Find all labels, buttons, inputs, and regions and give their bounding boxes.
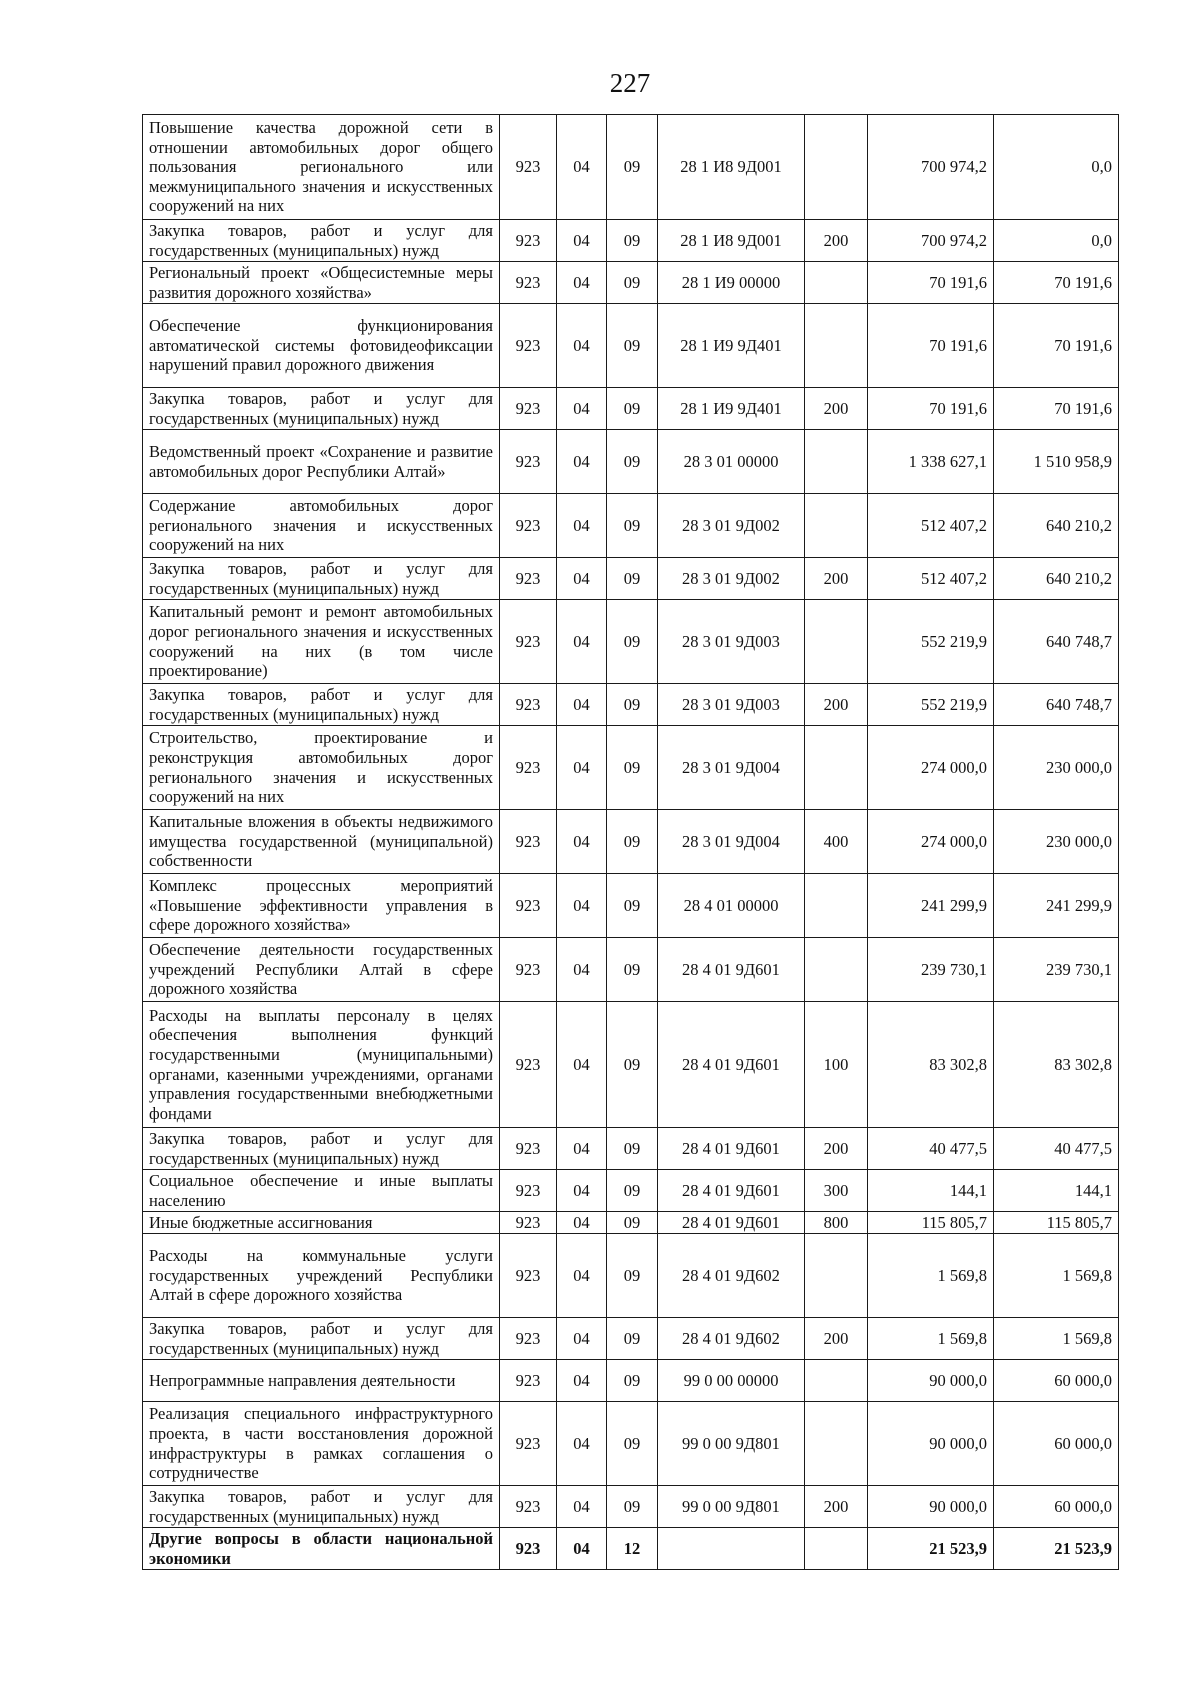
row-name: Обеспечение деятельности государственных учреждений Республики Алтай в сфере дорожного хозяйства [143,938,500,1002]
section-cell: 04 [557,1002,607,1128]
amount-1-cell: 90 000,0 [868,1402,994,1486]
expense-type-cell: 200 [805,684,868,726]
table-row [143,388,1119,430]
amount-1-cell: 83 302,8 [868,1002,994,1128]
section-cell: 04 [557,1360,607,1402]
expense-type-cell [805,874,868,938]
target-article-cell: 28 3 01 9Д003 [658,600,805,684]
target-article-cell: 28 3 01 9Д004 [658,726,805,810]
table-row [143,1128,1119,1170]
subsection-cell: 09 [607,1002,658,1128]
expense-type-cell: 100 [805,1002,868,1128]
expense-type-cell [805,430,868,494]
grbs-cell: 923 [500,558,557,600]
amount-1-cell: 1 569,8 [868,1318,994,1360]
grbs-cell: 923 [500,1318,557,1360]
amount-1-cell: 512 407,2 [868,494,994,558]
grbs-cell: 923 [500,220,557,262]
grbs-cell: 923 [500,115,557,220]
section-cell: 04 [557,1528,607,1570]
expense-type-cell: 200 [805,1128,868,1170]
amount-1-cell: 90 000,0 [868,1486,994,1528]
amount-1-cell: 115 805,7 [868,1212,994,1234]
amount-2-cell: 640 210,2 [994,494,1119,558]
target-article-cell: 28 4 01 9Д601 [658,1212,805,1234]
section-cell: 04 [557,1486,607,1528]
subsection-cell: 09 [607,1402,658,1486]
table-row [143,874,1119,938]
grbs-cell: 923 [500,1212,557,1234]
amount-2-cell: 1 569,8 [994,1318,1119,1360]
row-name: Непрограммные направления деятельности [143,1360,500,1402]
expense-type-cell: 400 [805,810,868,874]
section-cell: 04 [557,115,607,220]
table-row [143,1486,1119,1528]
target-article-cell: 28 4 01 9Д601 [658,1002,805,1128]
amount-2-cell: 60 000,0 [994,1486,1119,1528]
grbs-cell: 923 [500,388,557,430]
expense-type-cell: 800 [805,1212,868,1234]
amount-1-cell: 144,1 [868,1170,994,1212]
amount-2-cell: 83 302,8 [994,1002,1119,1128]
row-name: Закупка товаров, работ и услуг для государственных (муниципальных) нужд [143,1318,500,1360]
table-row [143,600,1119,684]
table-row [143,262,1119,304]
grbs-cell: 923 [500,1170,557,1212]
grbs-cell: 923 [500,1002,557,1128]
table-row [143,558,1119,600]
amount-2-cell: 640 748,7 [994,684,1119,726]
subsection-cell: 09 [607,388,658,430]
subsection-cell: 09 [607,726,658,810]
subsection-cell: 09 [607,1486,658,1528]
section-cell: 04 [557,874,607,938]
expense-type-cell [805,304,868,388]
subsection-cell: 09 [607,684,658,726]
grbs-cell: 923 [500,1486,557,1528]
expense-type-cell [805,600,868,684]
expense-type-cell [805,1402,868,1486]
table-row [143,304,1119,388]
subsection-cell: 09 [607,1128,658,1170]
amount-2-cell: 0,0 [994,115,1119,220]
subsection-cell: 09 [607,810,658,874]
amount-1-cell: 21 523,9 [868,1528,994,1570]
target-article-cell: 28 4 01 9Д602 [658,1318,805,1360]
budget-table [142,114,1119,1570]
target-article-cell: 28 1 И9 9Д401 [658,304,805,388]
target-article-cell: 99 0 00 9Д801 [658,1402,805,1486]
row-name: Строительство, проектирование и реконструкция автомобильных дорог регионального значения и искусственных сооружений на них [143,726,500,810]
section-cell: 04 [557,938,607,1002]
expense-type-cell: 300 [805,1170,868,1212]
table-row [143,726,1119,810]
target-article-cell: 99 0 00 9Д801 [658,1486,805,1528]
section-cell: 04 [557,494,607,558]
amount-1-cell: 241 299,9 [868,874,994,938]
amount-2-cell: 0,0 [994,220,1119,262]
expense-type-cell [805,938,868,1002]
grbs-cell: 923 [500,938,557,1002]
amount-2-cell: 241 299,9 [994,874,1119,938]
row-name: Капитальные вложения в объекты недвижимого имущества государственной (муниципальной) собственности [143,810,500,874]
table-row [143,494,1119,558]
row-name: Иные бюджетные ассигнования [143,1212,500,1234]
expense-type-cell: 200 [805,1486,868,1528]
subsection-cell: 09 [607,304,658,388]
amount-1-cell: 239 730,1 [868,938,994,1002]
section-cell: 04 [557,810,607,874]
grbs-cell: 923 [500,684,557,726]
row-name: Закупка товаров, работ и услуг для государственных (муниципальных) нужд [143,1486,500,1528]
amount-2-cell: 40 477,5 [994,1128,1119,1170]
amount-1-cell: 700 974,2 [868,220,994,262]
section-cell: 04 [557,1212,607,1234]
table-row [143,1212,1119,1234]
grbs-cell: 923 [500,600,557,684]
table-row [143,1318,1119,1360]
amount-1-cell: 90 000,0 [868,1360,994,1402]
row-name: Закупка товаров, работ и услуг для государственных (муниципальных) нужд [143,684,500,726]
section-cell: 04 [557,1318,607,1360]
row-name: Ведомственный проект «Сохранение и развитие автомобильных дорог Республики Алтай» [143,430,500,494]
grbs-cell: 923 [500,262,557,304]
grbs-cell: 923 [500,874,557,938]
expense-type-cell: 200 [805,1318,868,1360]
amount-2-cell: 70 191,6 [994,304,1119,388]
subsection-cell: 09 [607,1360,658,1402]
section-cell: 04 [557,388,607,430]
grbs-cell: 923 [500,1360,557,1402]
section-cell: 04 [557,684,607,726]
expense-type-cell: 200 [805,220,868,262]
target-article-cell: 28 3 01 9Д004 [658,810,805,874]
table-row [143,1234,1119,1318]
amount-2-cell: 640 748,7 [994,600,1119,684]
target-article-cell: 28 4 01 9Д601 [658,1170,805,1212]
expense-type-cell [805,262,868,304]
amount-1-cell: 70 191,6 [868,388,994,430]
subsection-cell: 09 [607,1234,658,1318]
target-article-cell: 28 1 И8 9Д001 [658,220,805,262]
amount-1-cell: 40 477,5 [868,1128,994,1170]
amount-2-cell: 144,1 [994,1170,1119,1212]
amount-2-cell: 60 000,0 [994,1360,1119,1402]
row-name: Закупка товаров, работ и услуг для государственных (муниципальных) нужд [143,1128,500,1170]
page-number: 227 [609,68,651,98]
section-cell: 04 [557,430,607,494]
subsection-cell: 09 [607,220,658,262]
target-article-cell: 28 4 01 9Д602 [658,1234,805,1318]
subsection-cell: 09 [607,494,658,558]
row-name: Комплекс процессных мероприятий «Повышение эффективности управления в сфере дорожного хозяйства» [143,874,500,938]
table-row [143,115,1119,220]
amount-2-cell: 640 210,2 [994,558,1119,600]
section-cell: 04 [557,262,607,304]
amount-2-cell: 70 191,6 [994,262,1119,304]
amount-1-cell: 1 338 627,1 [868,430,994,494]
section-cell: 04 [557,1234,607,1318]
subsection-cell: 09 [607,430,658,494]
row-name: Закупка товаров, работ и услуг для государственных (муниципальных) нужд [143,388,500,430]
expense-type-cell [805,1360,868,1402]
table-row [143,938,1119,1002]
expense-type-cell: 200 [805,388,868,430]
table-row [143,1402,1119,1486]
amount-2-cell: 115 805,7 [994,1212,1119,1234]
subsection-cell: 09 [607,558,658,600]
grbs-cell: 923 [500,1128,557,1170]
row-name: Реализация специального инфраструктурного проекта, в части восстановления дорожной инфраструктуры в рамках соглашения о сотрудничестве [143,1402,500,1486]
amount-1-cell: 552 219,9 [868,684,994,726]
expense-type-cell [805,726,868,810]
subsection-cell: 09 [607,600,658,684]
grbs-cell: 923 [500,1528,557,1570]
subsection-cell: 09 [607,1212,658,1234]
grbs-cell: 923 [500,494,557,558]
section-cell: 04 [557,600,607,684]
row-name: Повышение качества дорожной сети в отношении автомобильных дорог общего пользования регионального или межмуниципального значения и искусственных сооружений на них [143,115,500,220]
grbs-cell: 923 [500,726,557,810]
expense-type-cell: 200 [805,558,868,600]
amount-1-cell: 70 191,6 [868,262,994,304]
grbs-cell: 923 [500,304,557,388]
grbs-cell: 923 [500,1234,557,1318]
section-cell: 04 [557,1128,607,1170]
amount-2-cell: 21 523,9 [994,1528,1119,1570]
grbs-cell: 923 [500,430,557,494]
amount-1-cell: 274 000,0 [868,726,994,810]
target-article-cell: 28 4 01 00000 [658,874,805,938]
table-row [143,684,1119,726]
row-name: Другие вопросы в области национальной экономики [143,1528,500,1570]
row-name: Закупка товаров, работ и услуг для государственных (муниципальных) нужд [143,558,500,600]
row-name: Содержание автомобильных дорог регионального значения и искусственных сооружений на них [143,494,500,558]
amount-2-cell: 70 191,6 [994,388,1119,430]
subsection-cell: 09 [607,1318,658,1360]
row-name: Расходы на выплаты персоналу в целях обеспечения выполнения функций государственными (муниципальными) органами, казенными учреждениями, органами управления государственными внебюджетными фондами [143,1002,500,1128]
target-article-cell: 28 4 01 9Д601 [658,1128,805,1170]
table-row [143,810,1119,874]
target-article-cell: 28 1 И9 00000 [658,262,805,304]
target-article-cell: 28 3 01 9Д002 [658,494,805,558]
amount-1-cell: 552 219,9 [868,600,994,684]
target-article-cell [658,1528,805,1570]
amount-1-cell: 1 569,8 [868,1234,994,1318]
grbs-cell: 923 [500,810,557,874]
expense-type-cell [805,494,868,558]
section-cell: 04 [557,726,607,810]
amount-1-cell: 512 407,2 [868,558,994,600]
target-article-cell: 28 1 И9 9Д401 [658,388,805,430]
table-row [143,430,1119,494]
amount-1-cell: 70 191,6 [868,304,994,388]
table-row [143,1360,1119,1402]
section-cell: 04 [557,558,607,600]
target-article-cell: 99 0 00 00000 [658,1360,805,1402]
table-row [143,1528,1119,1570]
amount-2-cell: 60 000,0 [994,1402,1119,1486]
subsection-cell: 09 [607,938,658,1002]
row-name: Капитальный ремонт и ремонт автомобильных дорог регионального значения и искусственных сооружений на них (в том числе проектирование) [143,600,500,684]
grbs-cell: 923 [500,1402,557,1486]
expense-type-cell [805,1234,868,1318]
row-name: Социальное обеспечение и иные выплаты населению [143,1170,500,1212]
section-cell: 04 [557,1170,607,1212]
amount-2-cell: 230 000,0 [994,726,1119,810]
amount-2-cell: 1 569,8 [994,1234,1119,1318]
amount-1-cell: 274 000,0 [868,810,994,874]
row-name: Обеспечение функционирования автоматической системы фотовидеофиксации нарушений правил дорожного движения [143,304,500,388]
table-row [143,220,1119,262]
target-article-cell: 28 1 И8 9Д001 [658,115,805,220]
subsection-cell: 09 [607,262,658,304]
section-cell: 04 [557,304,607,388]
target-article-cell: 28 3 01 9Д003 [658,684,805,726]
amount-1-cell: 700 974,2 [868,115,994,220]
row-name: Закупка товаров, работ и услуг для государственных (муниципальных) нужд [143,220,500,262]
expense-type-cell [805,115,868,220]
target-article-cell: 28 3 01 00000 [658,430,805,494]
row-name: Региональный проект «Общесистемные меры развития дорожного хозяйства» [143,262,500,304]
target-article-cell: 28 4 01 9Д601 [658,938,805,1002]
subsection-cell: 12 [607,1528,658,1570]
subsection-cell: 09 [607,874,658,938]
row-name: Расходы на коммунальные услуги государственных учреждений Республики Алтай в сфере дорожного хозяйства [143,1234,500,1318]
amount-2-cell: 1 510 958,9 [994,430,1119,494]
table-row [143,1002,1119,1128]
subsection-cell: 09 [607,1170,658,1212]
amount-2-cell: 239 730,1 [994,938,1119,1002]
target-article-cell: 28 3 01 9Д002 [658,558,805,600]
subsection-cell: 09 [607,115,658,220]
expense-type-cell [805,1528,868,1570]
section-cell: 04 [557,1402,607,1486]
section-cell: 04 [557,220,607,262]
amount-2-cell: 230 000,0 [994,810,1119,874]
table-row [143,1170,1119,1212]
